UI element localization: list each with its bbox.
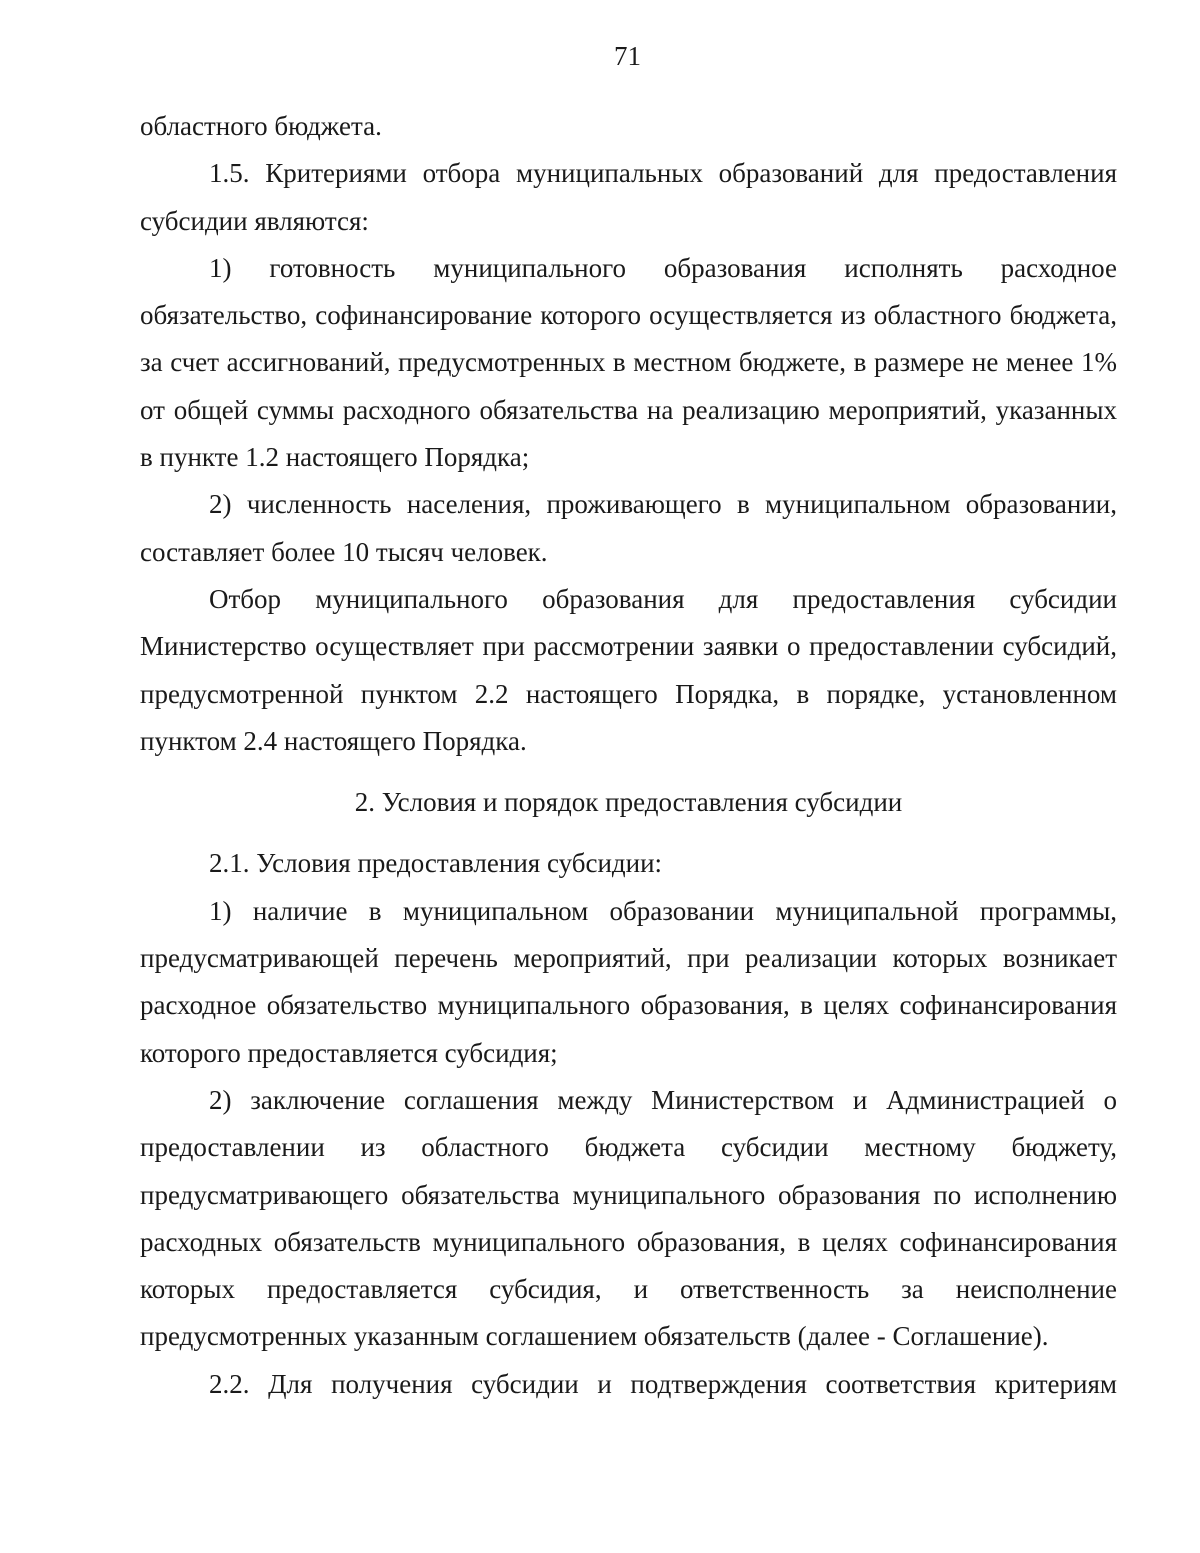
document-body <box>140 103 1117 1408</box>
paragraph-2-2: 2.2. Для получения субсидии и подтверждения соответствия критериям <box>209 1368 1117 1399</box>
paragraph-selection: Отбор муниципального образования для предоставления субсидии Министерство осуществляет при рассмотрении заявки о предоставлении субсидий, предусмотренной пунктом 2.2 настоящего Порядка, в порядке, установленном пунктом 2.4 настоящего Порядка. <box>140 583 1117 756</box>
paragraph-condition-1: 1) наличие в муниципальном образовании муниципальной программы, предусматривающей перечень мероприятий, при реализации которых возникает расходное обязательство муниципального образования, в целях софинансирования которого предоставляется субсидия; <box>140 895 1117 1068</box>
section-heading: 2. Условия и порядок предоставления субсидии <box>354 787 903 818</box>
paragraph-criterion-1: 1) готовность муниципального образования исполнять расходное обязательство, софинансирование которого осуществляется из областного бюджета, за счет ассигнований, предусмотренных в местном бюджете, в размере не менее 1% от общей суммы расходного обязательства на реализацию мероприятий, указанных в пункте 1.2 настоящего Порядка; <box>140 252 1117 473</box>
paragraph-1-5: 1.5. Критериями отбора муниципальных образований для предоставления субсидии являются: <box>140 158 1117 236</box>
paragraph-2-1: 2.1. Условия предоставления субсидии: <box>209 848 663 879</box>
paragraph-continuation: областного бюджета. <box>140 111 382 141</box>
page-number: 71 <box>614 41 641 71</box>
paragraph-condition-2: 2) заключение соглашения между Министерством и Администрацией о предоставлении из областного бюджета субсидии местному бюджету, предусматривающего обязательства муниципального образования по исполнению расходных обязательств муниципального образования, в целях софинансирования которых предоставляется субсидия, и ответственность за неисполнение предусмотренных указанным соглашением обязательств (далее - Соглашение). <box>140 1084 1117 1352</box>
paragraph-criterion-2: 2) численность населения, проживающего в муниципальном образовании, составляет более 10 тысяч человек. <box>140 489 1117 567</box>
